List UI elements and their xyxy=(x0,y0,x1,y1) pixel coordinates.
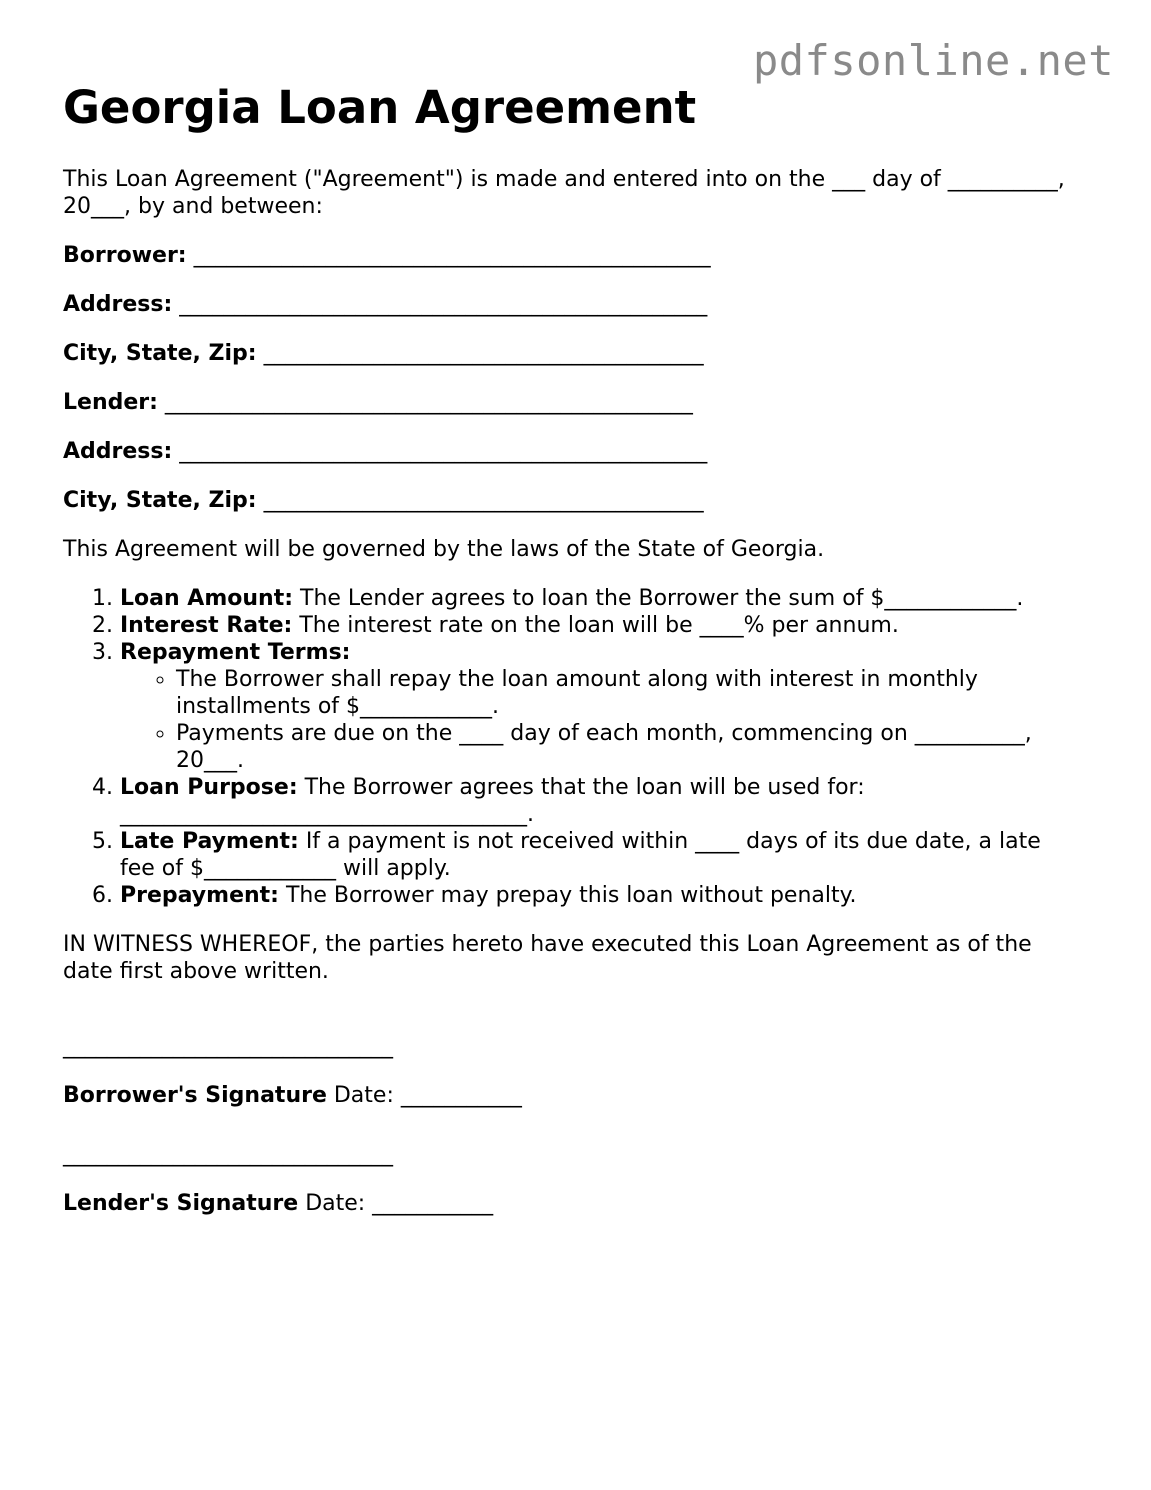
term-label: Late Payment: xyxy=(120,829,299,854)
field-label: Borrower: xyxy=(63,243,187,268)
field-blank: ________________________________________ xyxy=(263,488,704,513)
field-label: City, State, Zip: xyxy=(63,488,257,513)
field-blank: ________________________________________________ xyxy=(179,292,708,317)
borrower-address-field[interactable] xyxy=(63,291,1068,318)
field-blank: ________________________________________________ xyxy=(179,439,708,464)
term-loan-purpose xyxy=(120,774,1068,828)
term-loan-amount xyxy=(120,585,1068,612)
term-label: Repayment Terms: xyxy=(120,640,351,665)
governing-law-paragraph: This Agreement will be governed by the laws of the State of Georgia. xyxy=(63,537,825,562)
witness-paragraph: IN WITNESS WHEREOF, the parties hereto have executed this Loan Agreement as of the date first above written. xyxy=(63,932,1032,984)
borrower-signature-line[interactable]: ______________________________ xyxy=(63,1034,393,1059)
lender-signature-block xyxy=(63,1190,1068,1217)
document-title: Georgia Loan Agreement xyxy=(63,81,697,134)
repayment-installments: ◦ The Borrower shall repay the loan amount along with interest in monthly installments of $____________. xyxy=(176,666,1068,720)
field-label: Address: xyxy=(63,292,173,317)
lender-signature-date[interactable]: Date: ___________ xyxy=(298,1191,494,1216)
lender-signature-line[interactable]: ______________________________ xyxy=(63,1142,393,1167)
document-body xyxy=(63,166,1068,1239)
lender-field[interactable] xyxy=(63,389,1068,416)
lender-city-state-zip-field[interactable] xyxy=(63,487,1068,514)
repayment-sublist xyxy=(120,666,1068,774)
field-label: Lender: xyxy=(63,390,158,415)
field-blank: ________________________________________________ xyxy=(164,390,693,415)
term-repayment xyxy=(120,639,1068,774)
intro-paragraph: This Loan Agreement ("Agreement") is made and entered into on the ___ day of __________, 20___, by and between: xyxy=(63,167,1065,219)
field-blank: ________________________________________ xyxy=(263,341,704,366)
term-text: The Lender agrees to loan the Borrower the sum of $____________. xyxy=(293,586,1024,611)
lender-address-field[interactable] xyxy=(63,438,1068,465)
term-text: The Borrower agrees that the loan will be used for: _____________________________________. xyxy=(120,775,865,827)
term-label: Prepayment: xyxy=(120,883,279,908)
lender-signature-label: Lender's Signature xyxy=(63,1191,299,1216)
borrower-signature-label: Borrower's Signature xyxy=(63,1083,327,1108)
borrower-city-state-zip-field[interactable] xyxy=(63,340,1068,367)
repayment-due-date: ◦ Payments are due on the ____ day of each month, commencing on __________, 20___. xyxy=(176,720,1068,774)
term-late-payment xyxy=(120,828,1068,882)
borrower-signature-block xyxy=(63,1082,1068,1109)
term-text: The interest rate on the loan will be ____% per annum. xyxy=(292,613,899,638)
borrower-field[interactable] xyxy=(63,242,1068,269)
term-label: Loan Amount: xyxy=(120,586,294,611)
watermark: pdfsonline.net xyxy=(752,36,1114,85)
borrower-signature-date[interactable]: Date: ___________ xyxy=(326,1083,522,1108)
field-label: City, State, Zip: xyxy=(63,341,257,366)
terms-list xyxy=(63,585,1068,909)
term-prepayment xyxy=(120,882,1068,909)
term-text: If a payment is not received within ____ days of its due date, a late fee of $____________ will apply. xyxy=(120,829,1041,881)
field-label: Address: xyxy=(63,439,173,464)
term-interest-rate xyxy=(120,612,1068,639)
field-blank: _______________________________________________ xyxy=(193,243,711,268)
term-text: The Borrower may prepay this loan without penalty. xyxy=(278,883,857,908)
term-label: Interest Rate: xyxy=(120,613,293,638)
term-label: Loan Purpose: xyxy=(120,775,298,800)
